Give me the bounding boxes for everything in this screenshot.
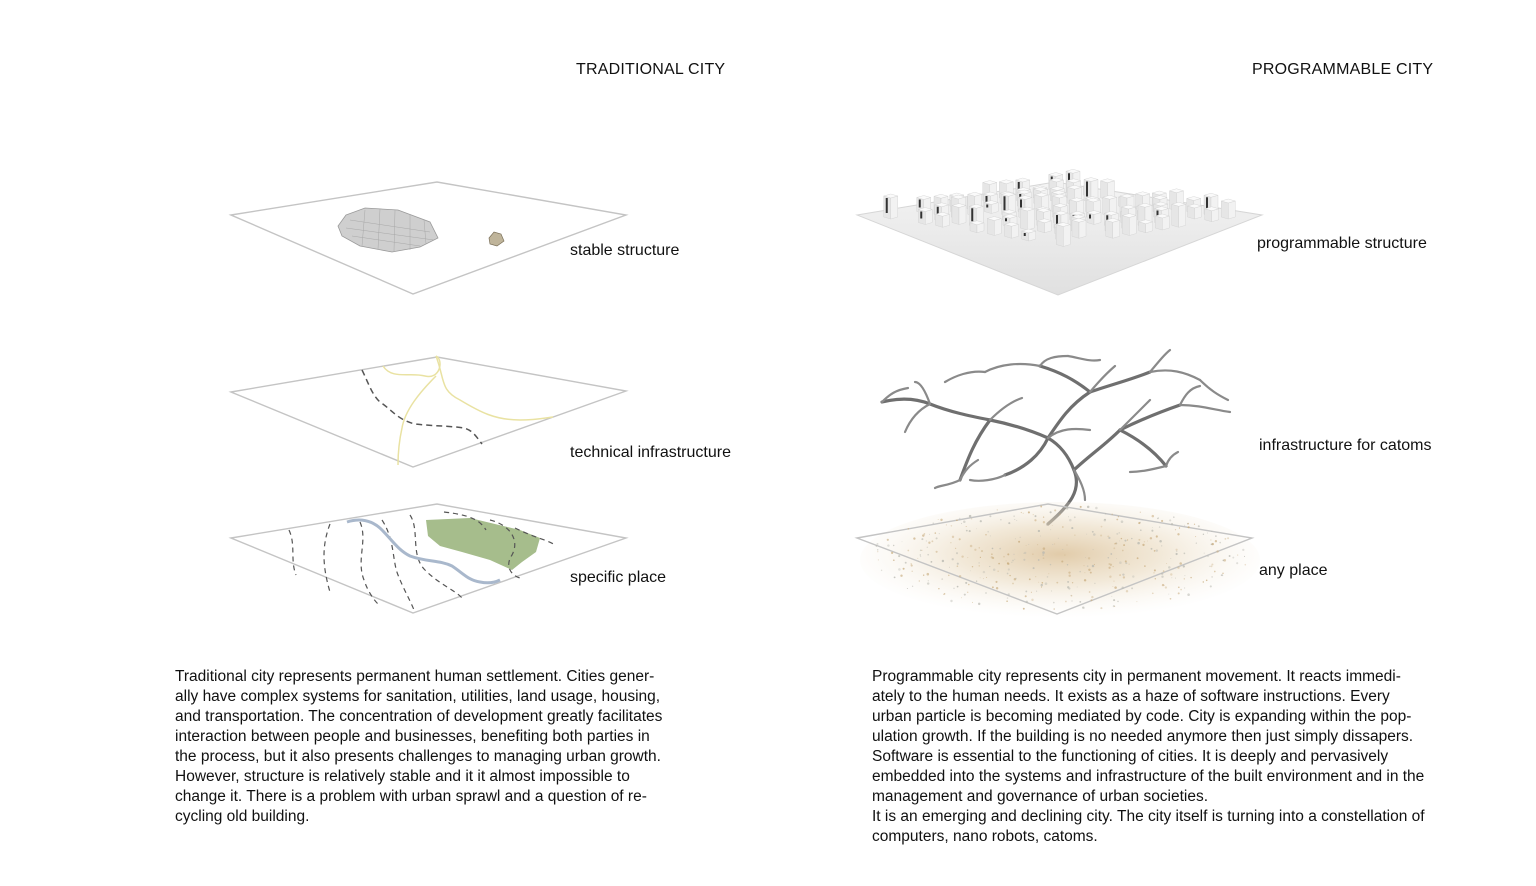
programmable-city-title: PROGRAMMABLE CITY — [1252, 61, 1434, 78]
building-block — [1155, 214, 1169, 230]
traditional-city-description: Traditional city represents permanent human settlement. Cities gener- ally have complex systems for sanitation, utilities, land usage, housing, and transportation. The concentration of development greatly facilitates interaction between people and businesses, benefiting both parties in the process, but it also presents challenges to managing urban growth. However, structure is relatively stable and it it almost impossible to change it. There is a problem with urban sprawl and a question of re- cycling old building. — [175, 668, 663, 825]
city-mass — [338, 208, 438, 252]
building-block — [1172, 202, 1186, 227]
stable-structure-plane — [231, 182, 626, 294]
building-block — [1139, 220, 1153, 233]
programmable-city-description: Programmable city represents city in permanent movement. It reacts immedi- ately to the human needs. It exists as a haze of software instructions. Every urban particle is becoming mediated by code. City is expanding within the pop- ulation growth. If the building is no needed anymore then just simply dissapers. Software is essential to the functioning of cities. It is deeply and pervasively embedded into the systems and infrastructure of the built environment and in the management and governance of urban societies. It is an emerging and declining city. The city itself is turning into a constellation of computers, nano robots, catoms. — [872, 668, 1425, 845]
catom-infrastructure-tree — [882, 350, 1230, 524]
label-any-place: any place — [1259, 562, 1328, 579]
any-place-plane — [857, 502, 1260, 618]
building-block — [918, 208, 932, 225]
traditional-city-title: TRADITIONAL CITY — [576, 61, 726, 78]
small-settlement — [489, 232, 504, 246]
building-block — [987, 217, 1001, 236]
building-block — [1221, 199, 1235, 219]
building-block — [1205, 207, 1219, 222]
label-infrastructure-for-catoms: infrastructure for catoms — [1259, 437, 1432, 454]
programmable-structure-plane — [857, 169, 1262, 295]
building-block — [984, 201, 998, 214]
building-block — [1038, 219, 1052, 233]
building-block — [970, 221, 984, 233]
label-technical-infrastructure: technical infrastructure — [570, 444, 731, 461]
building-block — [1005, 222, 1019, 238]
building-block — [1122, 214, 1136, 236]
building-block — [1106, 218, 1120, 238]
label-stable-structure: stable structure — [570, 242, 680, 259]
technical-infrastructure-plane — [231, 356, 626, 467]
building-block — [1087, 211, 1101, 225]
building-block — [1072, 218, 1086, 238]
building-block — [1020, 207, 1034, 230]
label-specific-place: specific place — [570, 569, 667, 586]
specific-place-plane — [231, 504, 626, 613]
building-block — [952, 204, 966, 225]
building-block — [1056, 223, 1070, 247]
building-block — [1022, 229, 1036, 241]
building-block — [1188, 204, 1202, 219]
building-block — [936, 212, 950, 227]
building-block — [884, 194, 898, 219]
label-programmable-structure: programmable structure — [1257, 235, 1427, 252]
